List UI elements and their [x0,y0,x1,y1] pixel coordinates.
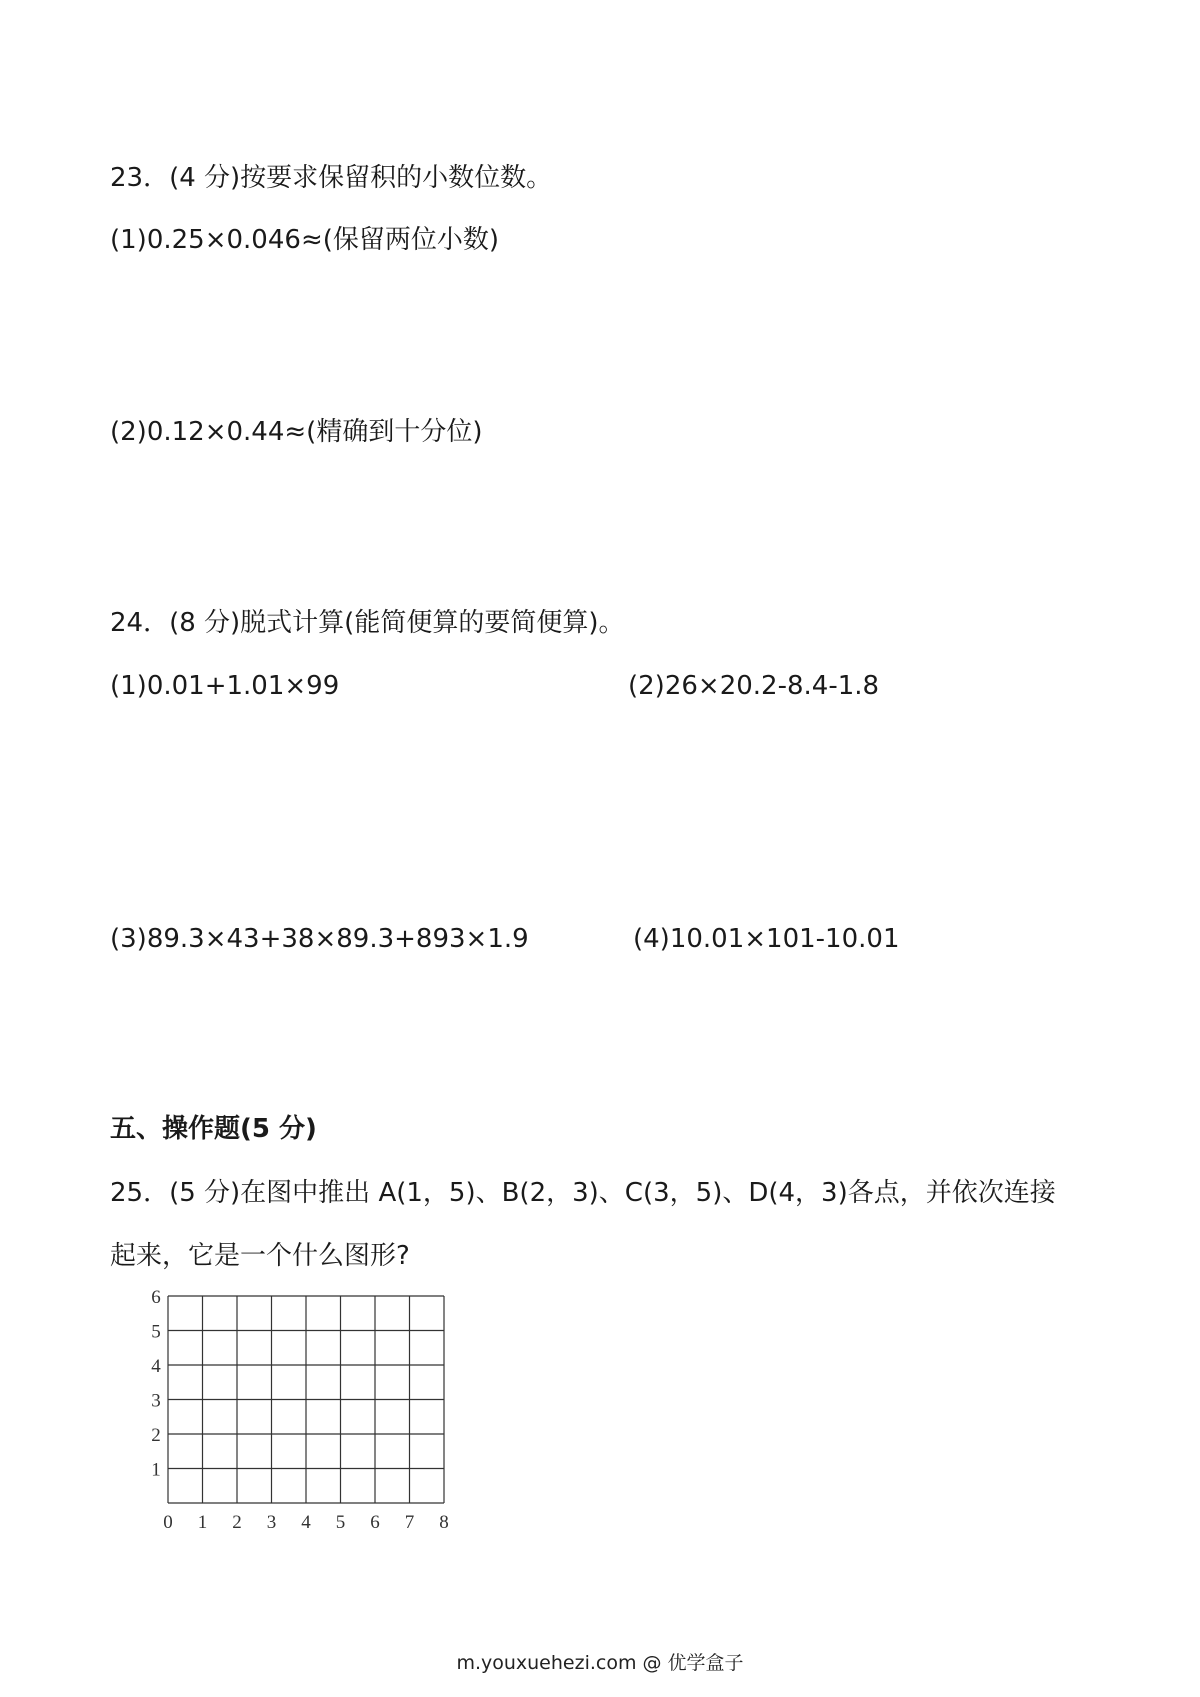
x-axis-label: 7 [404,1512,415,1533]
q24-sub3: (3)89.3×43+38×89.3+893×1.9 [110,924,529,954]
q23-title: 23．(4 分)按要求保留积的小数位数。 [110,163,553,193]
section5-heading: 五、操作题(5 分) [110,1114,317,1144]
q25-line1: 25．(5 分)在图中推出 A(1，5)、B(2，3)、C(3，5)、D(4，3)各点，并依次连接 [110,1178,1056,1208]
footer-watermark: m.youxuehezi.com @ 优学盒子 [456,1652,744,1674]
x-axis-label: 1 [197,1512,208,1533]
q24-sub4: (4)10.01×101-10.01 [633,924,900,954]
q23-sub2: (2)0.12×0.44≈(精确到十分位) [110,417,483,447]
y-axis-label: 5 [151,1321,161,1343]
y-axis-label: 2 [151,1425,161,1446]
q25-line2: 起来，它是一个什么图形? [110,1241,410,1271]
x-axis-label: 5 [335,1512,346,1533]
x-axis-label: 3 [266,1512,277,1533]
q23-sub1: (1)0.25×0.046≈(保留两位小数) [110,225,500,255]
x-axis-label: 4 [301,1512,311,1533]
y-axis-label: 6 [151,1287,161,1308]
coordinate-grid [110,1280,449,1540]
coordinate-grid-svg [110,1280,449,1540]
q24-sub1: (1)0.01+1.01×99 [110,671,340,701]
q24-sub2: (2)26×20.2-8.4-1.8 [628,671,880,701]
x-axis-label: 6 [370,1512,380,1533]
x-axis-label: 2 [232,1512,242,1533]
y-axis-label: 3 [151,1390,161,1412]
y-axis-label: 1 [151,1459,161,1481]
x-axis-label: 0 [163,1512,173,1533]
q24-title: 24．(8 分)脱式计算(能简便算的要简便算)。 [110,608,625,638]
x-axis-label: 8 [439,1512,449,1533]
y-axis-label: 4 [151,1356,161,1377]
